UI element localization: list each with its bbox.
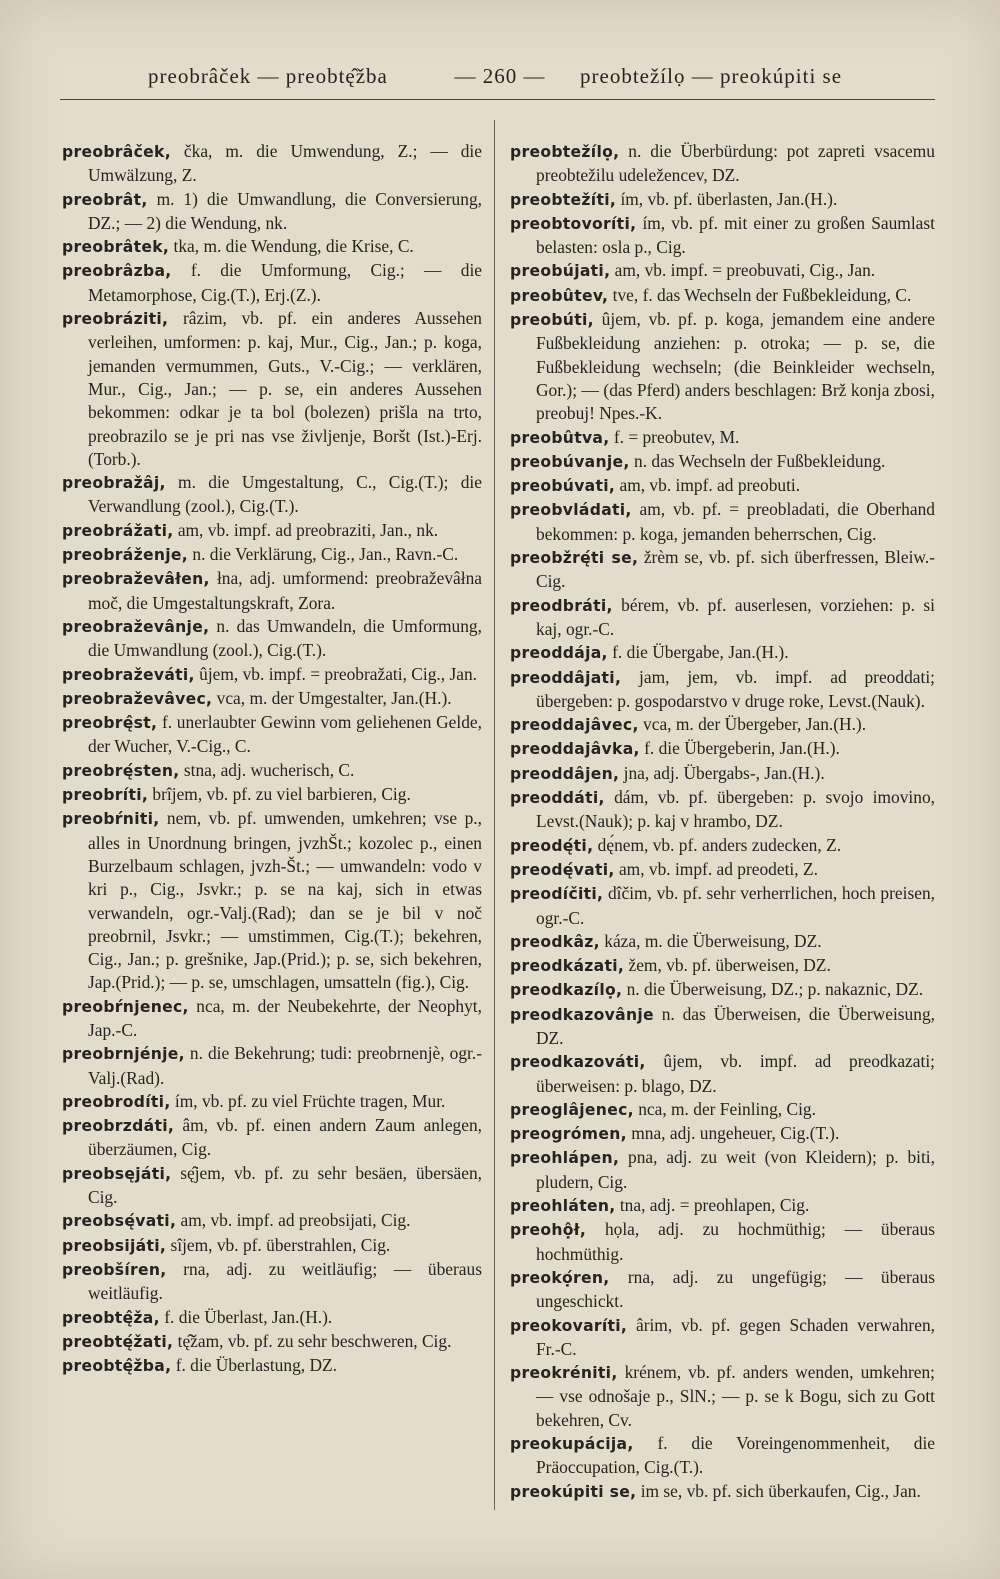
dictionary-entry <box>510 1122 935 1146</box>
dictionary-entry <box>62 259 482 307</box>
entry-definition: rna, adj. zu weitläufig; — überaus weitläufig. <box>88 1258 482 1304</box>
entry-definition: tna, adj. = preohlapen, Cig. <box>619 1195 810 1216</box>
entry-headword: preobtę̂žba, <box>62 1357 172 1376</box>
header-right-guide-words: preobtežílọ — preokúpiti se <box>580 64 843 88</box>
entry-definition: f. die Übergeberin, Jan.(H.). <box>644 738 840 759</box>
left-column <box>62 140 482 1378</box>
dictionary-entry <box>510 188 935 212</box>
entry-definition: am, vb. impf. ad preodeti, Z. <box>618 858 818 879</box>
dictionary-entry <box>510 594 935 642</box>
entry-headword: preodkázati, <box>510 957 625 976</box>
entry-headword: preobúti, <box>510 311 594 330</box>
entry-headword: preodkazílọ, <box>510 981 623 1000</box>
entry-definition: vca, m. der Übergeber, Jan.(H.). <box>643 714 867 735</box>
entry-definition: n. die Überbürdung: pot zapreti vsacemu preobtežilu udeležencev, DZ. <box>536 141 935 186</box>
entry-definition: dám, vb. pf. übergeben: p. svojo imovino, Levst.(Nauk); p. kaj v hrambo, DZ. <box>536 787 936 832</box>
dictionary-entry <box>510 834 935 858</box>
entry-definition: âm, vb. pf. einen andern Zaum anlegen, überzäumen, Cig. <box>88 1115 482 1160</box>
dictionary-entry <box>62 1258 482 1306</box>
entry-headword: preobrę̂st, <box>62 714 158 733</box>
entry-definition: n. die Bekehrung; tudi: preobrnenjè, ogr.-Valj.(Rad). <box>88 1043 482 1088</box>
dictionary-entry <box>62 1114 482 1162</box>
dictionary-entry <box>62 140 482 188</box>
entry-headword: preokupácija, <box>510 1435 634 1454</box>
entry-headword: preobŕniti, <box>62 810 160 829</box>
dictionary-entry <box>510 978 935 1002</box>
entry-definition: râzim, vb. pf. ein anderes Aussehen verleihen, umformen: p. kaj, Mur., Cig., Jan.; p. koga, jemanden vermummen, Guts., V.-Cig.; — verklären, Mur., Cig., Jan.; — p. se, ein anderes Aussehen bekommen: odkar je ta bol (bolezen) prišla na trto, preobrazilo se je pri nas vse življenje, Boršt (Ist.)-Erj.(Torb.). <box>88 308 482 469</box>
entry-headword: preokúpiti se, <box>510 1482 637 1501</box>
header-rule <box>60 99 935 100</box>
entry-headword: preoglâjenec, <box>510 1100 634 1119</box>
entry-definition: jna, adj. Übergabs-, Jan.(H.). <box>623 762 825 783</box>
entry-definition: n. das Überweisen, die Überweisung, DZ. <box>536 1003 935 1048</box>
entry-headword: preobráziti, <box>62 310 169 329</box>
dictionary-entry <box>510 737 935 761</box>
entry-definition: ûjem, vb. impf. = preobražati, Cig., Jan. <box>199 663 477 684</box>
entry-definition: krénem, vb. pf. anders wenden, umkehren; — vse odnošaje p., SlN.; — p. se k Bogu, sich zu Gott bekehren, Cv. <box>536 1362 935 1430</box>
entry-headword: preobražâj, <box>62 474 166 493</box>
dictionary-entry <box>510 498 935 546</box>
entry-headword: preohláten, <box>510 1197 616 1216</box>
entry-definition: nca, m. der Feinling, Cig. <box>638 1098 816 1119</box>
entry-definition: ím, vb. pf. zu viel Früchte tragen, Mur. <box>174 1090 446 1111</box>
dictionary-entry <box>62 759 482 783</box>
entry-headword: preobŕnjenec, <box>62 997 189 1016</box>
entry-definition: žrèm se, vb. pf. sich überfressen, Bleiw.-Cig. <box>536 547 935 592</box>
entry-definition: brîjem, vb. pf. zu viel barbieren, Cig. <box>152 784 411 805</box>
entry-headword: preobsijáti, <box>62 1236 167 1255</box>
entry-definition: sę̂jem, vb. pf. zu sehr besäen, übersäen, Cig. <box>88 1162 482 1208</box>
entry-headword: preobrât, <box>62 190 148 209</box>
entry-definition: tka, m. die Wendung, die Krise, C. <box>173 236 414 257</box>
dictionary-entry <box>510 259 935 283</box>
entry-headword: preobrnjénje, <box>62 1045 185 1064</box>
dictionary-entry <box>62 1234 482 1258</box>
entry-definition: n. das Wechseln der Fußbekleidung. <box>634 450 886 471</box>
entry-headword: preodbráti, <box>510 596 613 615</box>
entry-headword: preoddája, <box>510 644 608 663</box>
entry-headword: preobúvanje, <box>510 452 630 471</box>
entry-headword: preobsę́vati, <box>62 1212 177 1231</box>
entry-definition: tve, f. das Wechseln der Fußbekleidung, C. <box>612 284 912 305</box>
entry-headword: preobtę̂ža, <box>62 1308 160 1327</box>
entry-headword: preogrómen, <box>510 1125 627 1144</box>
dictionary-entry <box>510 140 935 188</box>
entry-definition: f. die Überlastung, DZ. <box>175 1355 337 1376</box>
dictionary-entry <box>510 212 935 260</box>
entry-headword: preodę́ti, <box>510 836 594 855</box>
entry-definition: n. die Überweisung, DZ.; p. nakaznic, DZ. <box>626 979 924 1000</box>
dictionary-entry <box>510 1194 935 1218</box>
entry-headword: preobráženje, <box>62 546 189 565</box>
entry-definition: pna, adj. zu weit (von Kleidern); p. biti, pludern, Cig. <box>536 1147 935 1192</box>
dictionary-entry <box>510 1050 935 1098</box>
dictionary-entry <box>62 1162 482 1210</box>
column-divider <box>494 120 495 1510</box>
entry-headword: preobûtva, <box>510 428 610 447</box>
dictionary-entry <box>62 1330 482 1354</box>
entry-definition: ím, vb. pf. mit einer zu großen Saumlast belasten: osla p., Cig. <box>536 212 935 258</box>
entry-definition: žem, vb. pf. überweisen, DZ. <box>628 955 831 976</box>
entry-definition: čka, m. die Umwendung, Z.; — die Umwälzung, Z. <box>88 141 482 186</box>
entry-definition: káza, m. die Überweisung, DZ. <box>604 930 822 951</box>
entry-headword: preohlápen, <box>510 1149 620 1168</box>
dictionary-entry <box>62 687 482 711</box>
entry-definition: m. die Umgestaltung, C., Cig.(T.); die Verwandlung (zool.), Cig.(T.). <box>88 472 482 517</box>
entry-headword: preobtežíti, <box>510 190 617 209</box>
dictionary-entry <box>510 308 935 425</box>
dictionary-entry <box>62 1209 482 1233</box>
dictionary-entry <box>62 1042 482 1090</box>
entry-headword: preobtovoríti, <box>510 214 637 233</box>
entry-definition: am, vb. impf. ad preobraziti, Jan., nk. <box>177 519 439 540</box>
entry-definition: sîjem, vb. pf. überstrahlen, Cig. <box>170 1234 391 1255</box>
entry-headword: preobúvati, <box>510 477 616 496</box>
entry-definition: stna, adj. wucherisch, C. <box>183 759 355 780</box>
dictionary-entry <box>510 762 935 786</box>
entry-definition: im se, vb. pf. sich überkaufen, Cig., Jan. <box>640 1480 921 1501</box>
dictionary-entry <box>510 713 935 737</box>
entry-headword: preokréniti, <box>510 1364 618 1383</box>
dictionary-entry <box>510 474 935 498</box>
entry-headword: preobrzdáti, <box>62 1117 175 1136</box>
dictionary-entry <box>510 786 935 834</box>
entry-definition: f. die Übergabe, Jan.(H.). <box>612 642 789 663</box>
dictionary-entry <box>62 663 482 687</box>
entry-definition: f. die Umformung, Cig.; — die Metamorphose, Cig.(T.), Erj.(Z.). <box>88 260 482 305</box>
dictionary-entry <box>62 807 482 994</box>
entry-headword: preobrę́sten, <box>62 761 180 780</box>
entry-headword: preobrâtek, <box>62 238 170 257</box>
right-column <box>510 140 935 1504</box>
entry-definition: f. = preobutev, M. <box>613 426 740 447</box>
dictionary-entry <box>510 1098 935 1122</box>
entry-definition: n. das Umwandeln, die Umformung, die Umwandlung (zool.), Cig.(T.). <box>88 615 482 661</box>
entry-definition: f. die Voreingenommenheit, die Präoccupation, Cig.(T.). <box>536 1433 935 1478</box>
dictionary-entry <box>510 1432 935 1480</box>
entry-headword: preobûtev, <box>510 286 609 305</box>
entry-headword: preobtežílọ, <box>510 143 620 161</box>
header-left-guide-words: preobrâček — preobtę̂žba <box>148 64 388 88</box>
dictionary-entry <box>510 450 935 474</box>
entry-definition: bérem, vb. pf. auserlesen, vorziehen: p. si kaj, ogr.-C. <box>536 594 935 639</box>
entry-definition: ûjem, vb. impf. ad preodkazati; überweisen: p. blago, DZ. <box>536 1051 935 1096</box>
dictionary-entry <box>510 858 935 882</box>
entry-definition: ím, vb. pf. überlasten, Jan.(H.). <box>620 188 838 209</box>
entry-headword: preobtę́žati, <box>62 1332 174 1351</box>
dictionary-entry <box>62 1354 482 1378</box>
entry-headword: preoddáti, <box>510 789 605 808</box>
dictionary-entry <box>510 1218 935 1266</box>
running-header <box>60 64 940 92</box>
entry-definition: f. die Überlast, Jan.(H.). <box>164 1306 333 1327</box>
entry-headword: preodkazováti, <box>510 1053 646 1072</box>
entry-definition: am, vb. impf. ad preobsijati, Cig. <box>180 1210 411 1231</box>
entry-headword: preobšíren, <box>62 1260 167 1279</box>
entry-headword: preobraževâvec, <box>62 689 213 708</box>
dictionary-entry <box>510 1146 935 1194</box>
dictionary-entry <box>510 882 935 930</box>
entry-definition: am, vb. pf. = preobladati, die Oberhand bekommen: p. koga, jemanden beherrschen, Cig. <box>536 499 935 544</box>
dictionary-entry <box>62 783 482 807</box>
entry-headword: preobraževâłen, <box>62 570 210 589</box>
entry-headword: preobžrę́ti se, <box>510 549 639 568</box>
entry-definition: tę̂žam, vb. pf. zu sehr beschweren, Cig. <box>177 1330 452 1351</box>
entry-definition: am, vb. impf. ad preobuti. <box>619 475 801 496</box>
dictionary-entry <box>62 543 482 567</box>
dictionary-entry <box>510 641 935 665</box>
entry-headword: preohộł, <box>510 1221 587 1240</box>
entry-definition: n. die Verklärung, Cig., Jan., Ravn.-C. <box>192 544 459 565</box>
dictionary-entry <box>62 307 482 471</box>
entry-definition: dę́nem, vb. pf. anders zudecken, Z. <box>597 834 842 855</box>
entry-headword: preobsęjáti, <box>62 1164 172 1183</box>
entry-headword: preobrâzba, <box>62 262 172 281</box>
entry-definition: ârim, vb. pf. gegen Schaden verwahren, Fr.-C. <box>536 1314 935 1359</box>
dictionary-entry <box>62 1090 482 1114</box>
entry-headword: preokọ́ren, <box>510 1268 610 1287</box>
entry-headword: preobújati, <box>510 262 611 281</box>
entry-definition: ûjem, vb. pf. p. koga, jemandem eine andere Fußbekleidung anziehen: p. otroka; — p. se, die Fußbekleidung wechseln; (die Beinkleider wechseln, Gor.); — (das Pferd) anders beschlagen: Brž konja zbosi, preobuj! Npes.-K. <box>536 309 935 424</box>
dictionary-entry <box>510 1314 935 1362</box>
entry-headword: preodíčiti, <box>510 885 604 904</box>
dictionary-entry <box>62 519 482 543</box>
dictionary-entry <box>62 615 482 663</box>
entry-definition: łna, adj. umformend: preobraževâłna moč, die Umgestaltungskraft, Zora. <box>88 568 482 613</box>
dictionary-entry <box>62 995 482 1043</box>
entry-definition: nem, vb. pf. umwenden, umkehren; vse p., alles in Unordnung bringen, jvzhŠt.; kozolec p., einen Burzelbaum schlagen, jvzh-Št.; — umwandeln: vodo v kri p., Cig., Jsvkr.; p. se na kaj, sich in etwas verwandeln, ogr.-Valj.(Rad); dan se je bil v noč preobrnil, Jsvkr.; — umstimmen, Cig.(T.); bekehren, Cig., Jan.; p. grešnike, Jap.(Prid.); p. se, sich bekehren, Jap.(Prid.); — p. se, umschlagen, umsatteln (fig.), Cig. <box>88 808 482 993</box>
dictionary-entry <box>510 1266 935 1314</box>
entry-headword: preodkazovânje <box>510 1005 654 1024</box>
entry-headword: preoddâjati, <box>510 668 622 687</box>
dictionary-entry <box>62 567 482 615</box>
entry-definition: jam, jem, vb. impf. ad preoddati; übergeben: p. gospodarstvo v druge roke, Levst.(Nauk). <box>536 666 935 711</box>
entry-definition: nca, m. der Neubekehrte, der Neophyt, Jap.-C. <box>88 995 482 1040</box>
page-number: — 260 — <box>454 64 546 88</box>
dictionary-entry <box>510 1361 935 1432</box>
entry-definition: vca, m. der Umgestalter, Jan.(H.). <box>216 687 452 708</box>
entry-headword: preobraževáti, <box>62 665 195 684</box>
entry-headword: preoddâjen, <box>510 764 620 783</box>
entry-definition: m. 1) die Umwandlung, die Conversierung, DZ.; — 2) die Wendung, nk. <box>88 188 482 233</box>
entry-definition: mna, adj. ungeheuer, Cig.(T.). <box>631 1123 840 1144</box>
entry-definition: họla, adj. zu hochmüthig; — überaus hochmüthig. <box>536 1219 935 1264</box>
dictionary-entry <box>510 546 935 594</box>
entry-definition: dîčim, vb. pf. sehr verherrlichen, hoch preisen, ogr.-C. <box>536 883 935 928</box>
entry-definition: rna, adj. zu ungefügig; — überaus ungeschickt. <box>536 1266 935 1312</box>
entry-headword: preodę́vati, <box>510 860 615 879</box>
dictionary-entry <box>510 930 935 954</box>
dictionary-entry <box>62 188 482 236</box>
dictionary-entry <box>510 1003 935 1051</box>
entry-definition: am, vb. impf. = preobuvati, Cig., Jan. <box>614 260 876 281</box>
entry-headword: preobvládati, <box>510 501 632 520</box>
dictionary-entry <box>510 954 935 978</box>
dictionary-entry <box>510 284 935 308</box>
entry-headword: preokovaríti, <box>510 1316 628 1335</box>
entry-definition: f. unerlaubter Gewinn vom geliehenen Gelde, der Wucher, V.-Cig., C. <box>88 712 482 757</box>
dictionary-entry <box>62 1306 482 1330</box>
entry-headword: preoddajâvka, <box>510 740 640 759</box>
entry-headword: preobrážati, <box>62 521 174 540</box>
entry-headword: preoddajâvec, <box>510 716 639 735</box>
dictionary-entry <box>510 1480 935 1504</box>
dictionary-entry <box>510 666 935 714</box>
entry-headword: preobríti, <box>62 786 149 805</box>
dictionary-entry <box>510 426 935 450</box>
entry-headword: preobrâček, <box>62 143 171 161</box>
entry-headword: preobrodíti, <box>62 1092 171 1111</box>
dictionary-entry <box>62 471 482 519</box>
entry-headword: preodkâz, <box>510 932 600 951</box>
dictionary-entry <box>62 711 482 759</box>
dictionary-entry <box>62 235 482 259</box>
entry-headword: preobraževânje, <box>62 617 210 636</box>
